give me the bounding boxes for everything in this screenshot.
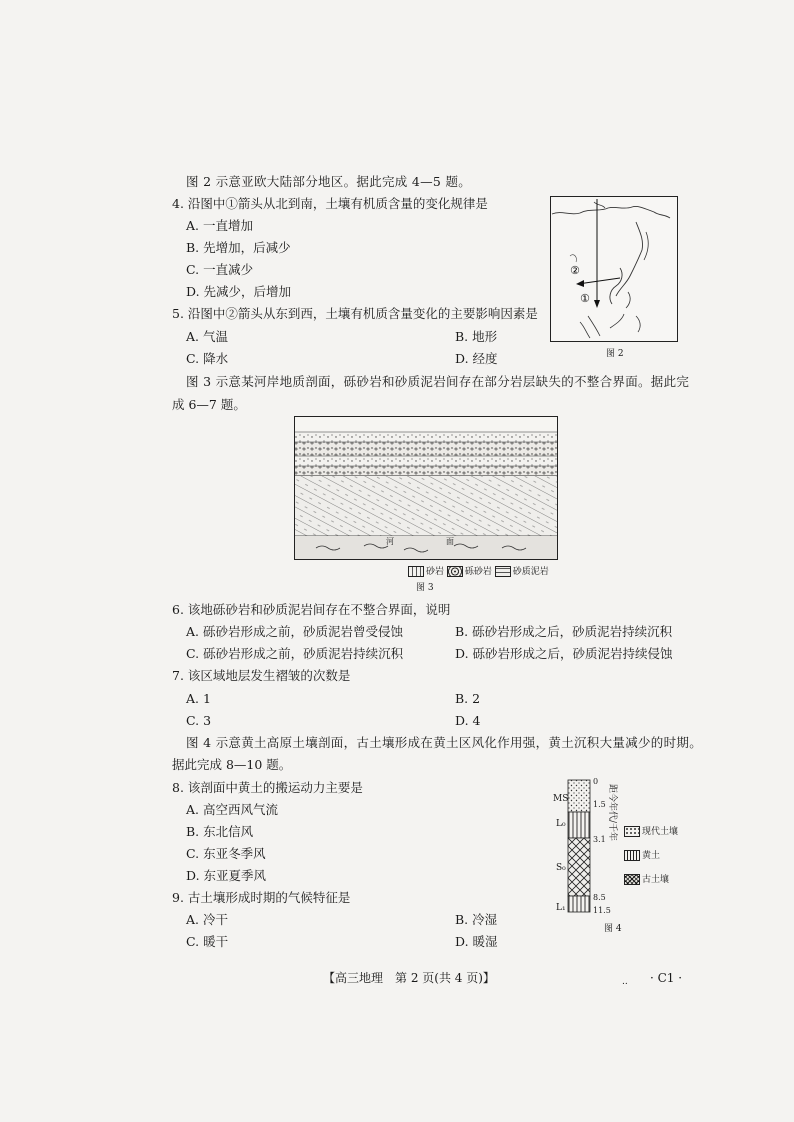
section1-intro: 图 2 示意亚欧大陆部分地区。据此完成 4—5 题。: [186, 174, 472, 189]
river-label-1: 河: [386, 537, 394, 546]
figure-2-caption: 图 2: [606, 349, 624, 359]
tick-8-5: 8.5: [593, 893, 606, 902]
q7-option-a: A. 1: [186, 691, 211, 706]
q7-option-d: D. 4: [455, 713, 481, 728]
q4-stem: 4. 沿图中①箭头从北到南，土壤有机质含量的变化规律是: [172, 196, 488, 211]
q9-option-c: C. 暖干: [186, 934, 229, 949]
layer-l0: L₀: [556, 819, 566, 829]
legend-mudstone-swatch: [495, 566, 511, 577]
section2-intro-line2: 成 6—7 题。: [172, 397, 246, 412]
q6-stem: 6. 该地砾砂岩和砂质泥岩间存在不整合界面，说明: [172, 602, 451, 617]
legend-gravel: 砾砂岩: [464, 567, 492, 577]
q9-option-a: A. 冷干: [186, 912, 228, 927]
map-marker-1: ①: [580, 292, 590, 305]
q5-option-a: A. 气温: [186, 329, 228, 344]
legend-paleosol-label: 古土壤: [642, 875, 670, 885]
layer-ms: MS: [553, 794, 569, 804]
legend-loess-swatch: [624, 850, 640, 861]
legend-sandstone-swatch: [408, 566, 424, 577]
q7-option-c: C. 3: [186, 713, 212, 728]
legend-modern-swatch: [624, 826, 640, 837]
axis-title: 距今年代/千年: [607, 784, 617, 842]
figure-3-legend: [408, 564, 549, 580]
layer-l1: L₁: [556, 903, 566, 913]
footer-dots: ..: [622, 977, 628, 987]
q6-option-d: D. 砾砂岩形成之后，砂质泥岩持续侵蚀: [455, 646, 673, 661]
tick-3-1: 3.1: [593, 835, 606, 844]
figure-3-caption: 图 3: [416, 583, 434, 593]
q8-option-c: C. 东亚冬季风: [186, 846, 266, 861]
q8-option-a: A. 高空西风气流: [186, 802, 278, 817]
q4-option-a: A. 一直增加: [186, 218, 253, 233]
q6-option-a: A. 砾砂岩形成之前，砂质泥岩曾受侵蚀: [186, 624, 403, 639]
legend-mudstone: 砂质泥岩: [512, 567, 549, 577]
figure-4-caption: 图 4: [604, 924, 622, 934]
q5-option-d: D. 经度: [455, 351, 498, 366]
footer-text: 【高三地理 第 2 页(共 4 页)】: [323, 971, 495, 985]
q5-option-b: B. 地形: [455, 329, 498, 344]
q4-option-b: B. 先增加，后减少: [186, 240, 291, 255]
layer-s0: S₀: [556, 863, 566, 873]
q9-option-d: D. 暖湿: [455, 934, 498, 949]
section3-intro-line1: 图 4 示意黄土高原土壤剖面，古土壤形成在黄土区风化作用强，黄土沉积大量减少的时期。: [186, 735, 703, 750]
q9-option-b: B. 冷湿: [455, 912, 498, 927]
section3-intro-line2: 据此完成 8—10 题。: [172, 757, 292, 772]
q9-stem: 9. 古土壤形成时期的气候特征是: [172, 890, 351, 905]
q5-stem: 5. 沿图中②箭头从东到西，土壤有机质含量变化的主要影响因素是: [172, 306, 538, 321]
map-marker-2: ②: [570, 264, 580, 277]
tick-11-5: 11.5: [593, 906, 611, 915]
q4-option-d: D. 先减少，后增加: [186, 284, 292, 299]
legend-gravel-swatch: [447, 566, 463, 577]
tick-1-5: 1.5: [593, 800, 606, 809]
legend-modern-soil: [624, 824, 678, 840]
figure-3-profile: [294, 416, 558, 560]
footer-code: · C1 ·: [650, 971, 683, 985]
q7-stem: 7. 该区域地层发生褶皱的次数是: [172, 668, 351, 683]
q4-option-c: C. 一直减少: [186, 262, 254, 277]
tick-0: 0: [593, 777, 599, 786]
legend-modern-label: 现代土壤: [642, 827, 679, 837]
q8-option-d: D. 东亚夏季风: [186, 868, 267, 883]
legend-loess-label: 黄土: [642, 851, 661, 861]
q6-option-c: C. 砾砂岩形成之前，砂质泥岩持续沉积: [186, 646, 404, 661]
legend-paleosol-swatch: [624, 874, 640, 885]
legend-sandstone: 砂岩: [426, 567, 445, 577]
q6-option-b: B. 砾砂岩形成之后，砂质泥岩持续沉积: [455, 624, 673, 639]
q5-option-c: C. 降水: [186, 351, 229, 366]
q7-option-b: B. 2: [455, 691, 481, 706]
section2-intro-line1: 图 3 示意某河岸地质剖面，砾砂岩和砂质泥岩间存在部分岩层缺失的不整合界面。据此完: [186, 374, 690, 389]
q8-option-b: B. 东北信风: [186, 824, 254, 839]
q8-stem: 8. 该剖面中黄土的搬运动力主要是: [172, 780, 363, 795]
legend-loess: [624, 848, 660, 864]
river-label-2: 面: [446, 537, 454, 546]
figure-2-map: [550, 196, 678, 342]
legend-paleosol: [624, 872, 669, 888]
